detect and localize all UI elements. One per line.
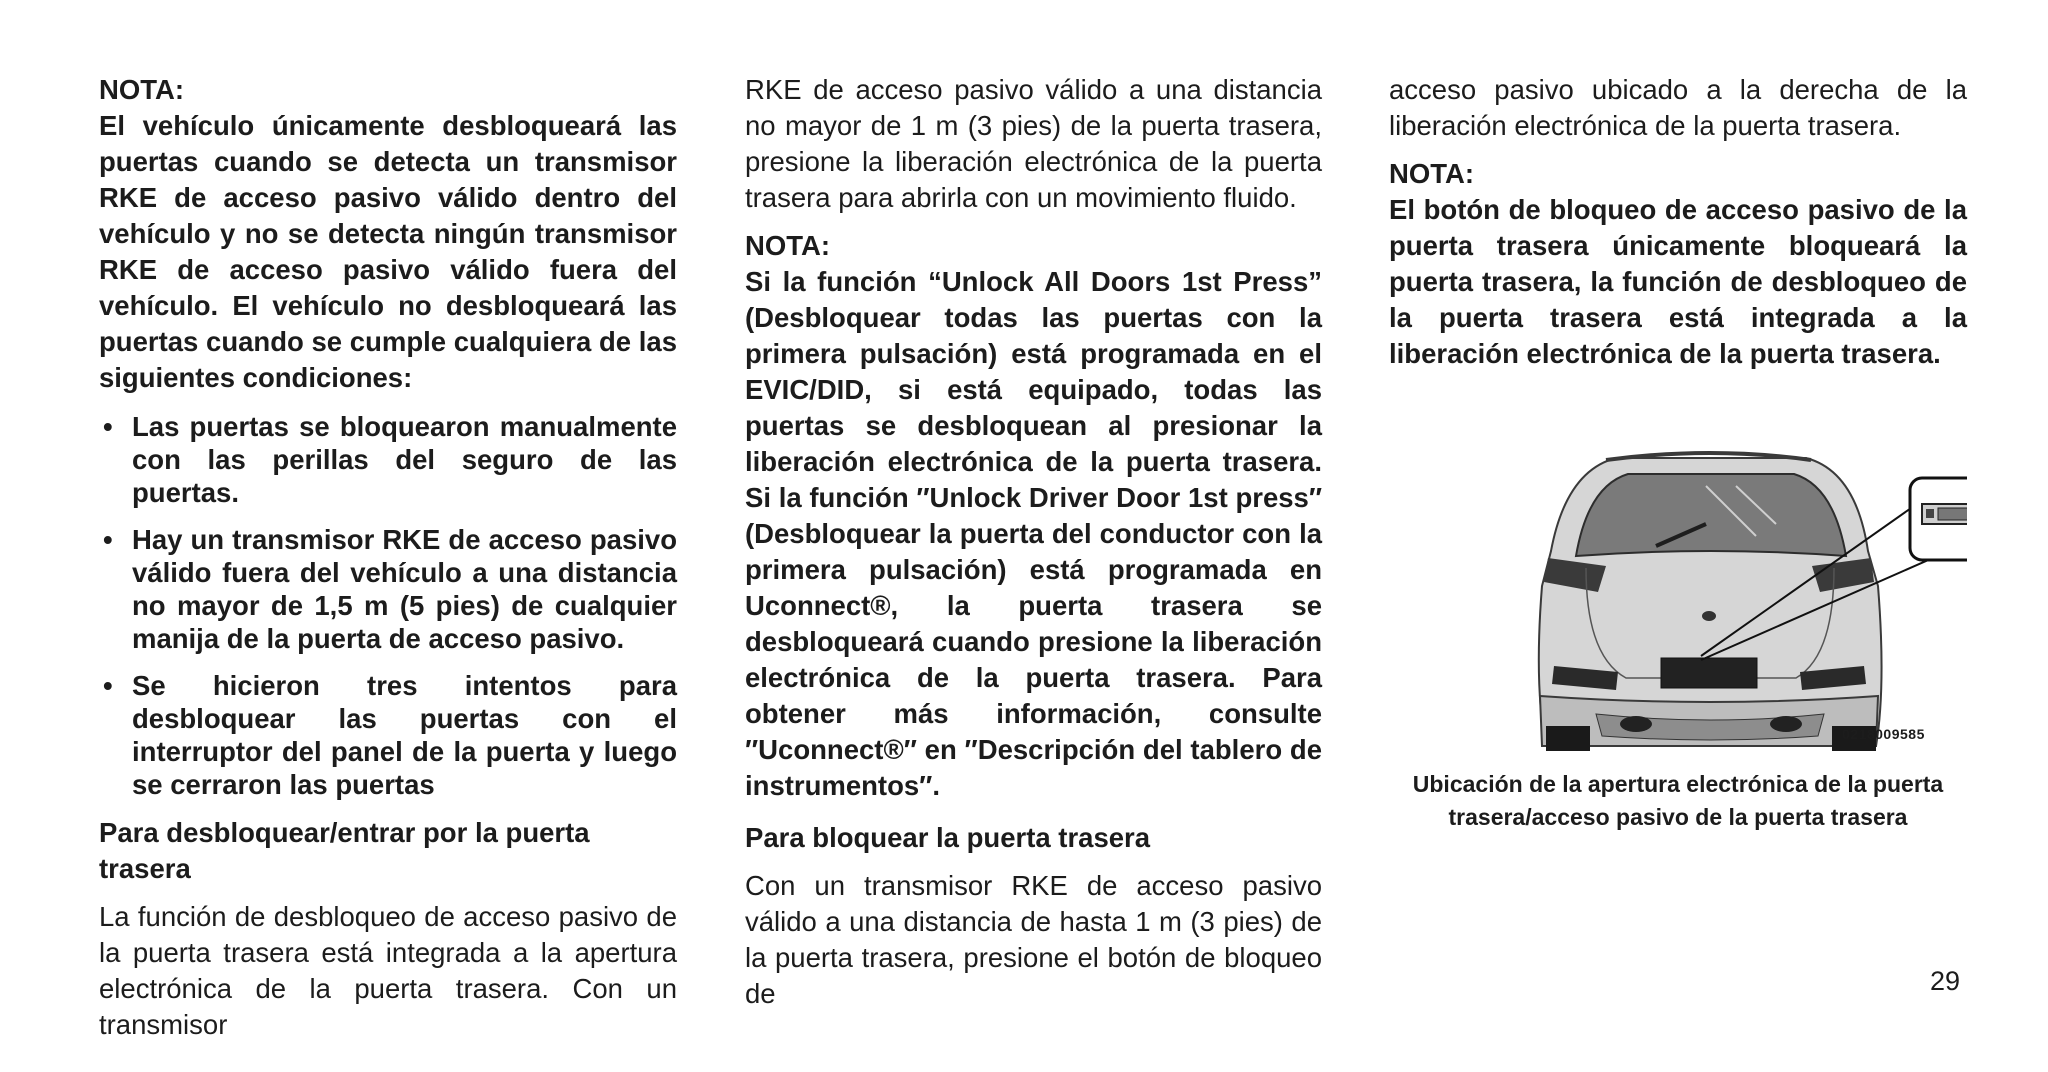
list-item bbox=[99, 669, 677, 801]
list-item bbox=[99, 410, 677, 509]
column-2 bbox=[745, 72, 1322, 1012]
bullet-icon: • bbox=[103, 524, 113, 555]
note-text: Si la función “Unlock All Doors 1st Press” (Desbloquear todas las puertas con la primera pulsación) está programada en el EVIC/DID, si está equipado, todas las puertas se desbloquean al presionar la liberación electrónica de la puerta trasera. Si la función ″Unlock Driver Door 1st press″ (Desbloquear la puerta del conductor con la primera pulsación) está programada en Uconnect®, la puerta trasera se desbloqueará cuando presione la liberación electrónica de la puerta trasera. Para obtener más información, consulte ″Uconnect®″ en ″Descripción del tablero de instrumentos″. bbox=[745, 266, 1322, 801]
note-text: El botón de bloqueo de acceso pasivo de la puerta trasera únicamente bloqueará la puerta trasera, la función de desbloqueo de la puerta trasera está integrada a la liberación electrónica de la puerta trasera. bbox=[1389, 194, 1967, 369]
vehicle-rear-illustration bbox=[1506, 446, 1967, 751]
vehicle-rear-figure bbox=[1506, 446, 1967, 751]
bullet-icon: • bbox=[103, 670, 113, 701]
section-heading-unlock: Para desbloquear/entrar por la puerta trasera bbox=[99, 817, 590, 884]
list-item-text: Hay un transmisor RKE de acceso pasivo válido fuera del vehículo a una distancia no mayor de 1,5 m (5 pies) de cualquier manija de la puerta de acceso pasivo. bbox=[132, 524, 677, 654]
note-label: NOTA: bbox=[745, 230, 831, 261]
column-1 bbox=[99, 72, 677, 1043]
column-3 bbox=[1389, 72, 1967, 372]
list-item bbox=[99, 523, 677, 655]
list-item-text: Las puertas se bloquearon manualmente con las perillas del seguro de las puertas. bbox=[132, 411, 677, 508]
bullet-icon: • bbox=[103, 411, 113, 442]
condition-list bbox=[99, 410, 677, 801]
section-heading-lock: Para bloquear la puerta trasera bbox=[745, 822, 1151, 853]
page-number: 29 bbox=[1930, 966, 1961, 996]
list-item-text: Se hicieron tres intentos para desbloquear las puertas con el interruptor del panel de la puerta y luego se cerraron las puertas bbox=[132, 670, 677, 800]
note-text: El vehículo únicamente desbloqueará las puertas cuando se detecta un transmisor RKE de acceso pasivo válido dentro del vehículo y no se detecta ningún transmisor RKE de acceso pasivo válido fuera del vehículo. El vehículo no desbloqueará las puertas cuando se cumple cualquiera de las siguientes condiciones: bbox=[99, 110, 677, 393]
caption-line-1: Ubicación de la apertura electrónica de la puerta bbox=[1412, 771, 1944, 797]
section-text: La función de desbloqueo de acceso pasivo de la puerta trasera está integrada a la apertura electrónica de la puerta trasera. Con un transmisor bbox=[99, 901, 677, 1040]
note-label: NOTA: bbox=[99, 74, 185, 105]
paragraph-text: RKE de acceso pasivo válido a una distancia no mayor de 1 m (3 pies) de la puerta trasera, presione la liberación electrónica de la puerta trasera para abrirla con un movimiento fluido. bbox=[745, 74, 1322, 213]
figure-code: 0218009585 bbox=[1842, 726, 1925, 742]
figure-caption bbox=[1389, 768, 1967, 834]
caption-line-2: trasera/acceso pasivo de la puerta trasera bbox=[1448, 804, 1908, 830]
paragraph-text: acceso pasivo ubicado a la derecha de la liberación electrónica de la puerta trasera. bbox=[1389, 74, 1967, 141]
section-text: Con un transmisor RKE de acceso pasivo válido a una distancia de hasta 1 m (3 pies) de la puerta trasera, presione el botón de bloqueo de bbox=[745, 870, 1322, 1009]
note-label: NOTA: bbox=[1389, 158, 1475, 189]
